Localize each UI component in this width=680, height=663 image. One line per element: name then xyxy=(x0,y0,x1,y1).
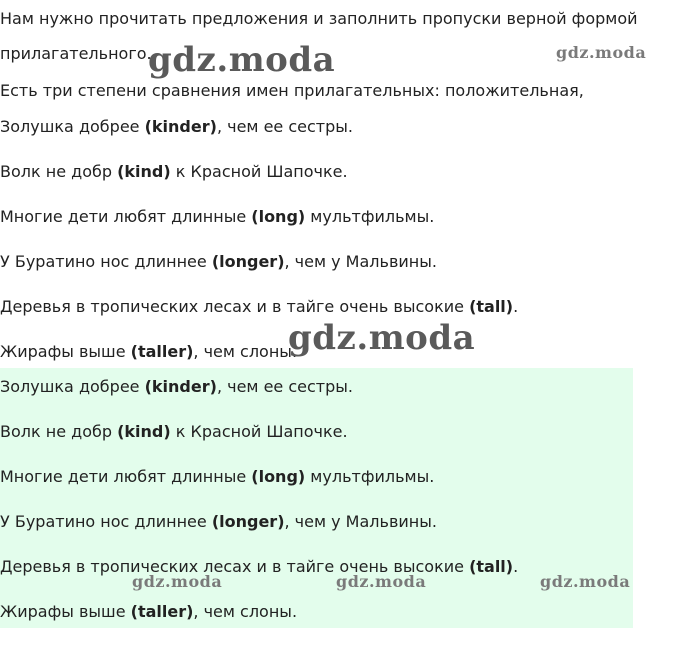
watermark-logo: gdz.moda xyxy=(148,40,336,80)
answer-5: Деревья в тропических лесах и в тайге очень высокие (tall). xyxy=(0,557,519,576)
answer-2-word: (kind) xyxy=(117,422,171,441)
intro-line-3: Есть три степени сравнения имен прилагательных: положительная, xyxy=(0,81,584,100)
answer-6: Жирафы выше (taller), чем слоны. xyxy=(0,602,298,621)
watermark-logo: gdz.moda xyxy=(336,572,427,591)
sentence-1: Золушка добрее (kinder), чем ее сестры. xyxy=(0,117,353,136)
sentence-4-answer: (longer) xyxy=(211,252,285,271)
answer-5-word: (tall) xyxy=(469,557,514,576)
sentence-5-answer: (tall) xyxy=(469,297,514,316)
sentence-2-answer: (kind) xyxy=(117,162,171,181)
answer-6-word: (taller) xyxy=(130,602,194,621)
watermark-logo: gdz.moda xyxy=(556,43,647,62)
sentence-4: У Буратино нос длиннее (longer), чем у Мальвины. xyxy=(0,252,437,271)
sentence-5: Деревья в тропических лесах и в тайге очень высокие (tall). xyxy=(0,297,519,316)
answer-1-word: (kinder) xyxy=(144,377,217,396)
answer-block xyxy=(0,368,633,628)
watermark-logo: gdz.moda xyxy=(540,572,631,591)
answer-3-word: (long) xyxy=(251,467,306,486)
intro-line-2: прилагательного. xyxy=(0,44,152,63)
answer-2: Волк не добр (kind) к Красной Шапочке. xyxy=(0,422,348,441)
watermark-logo: gdz.moda xyxy=(132,572,223,591)
sentence-2: Волк не добр (kind) к Красной Шапочке. xyxy=(0,162,348,181)
sentence-3: Многие дети любят длинные (long) мультфильмы. xyxy=(0,207,435,226)
sentence-6: Жирафы выше (taller), чем слоны. xyxy=(0,342,298,361)
sentence-3-answer: (long) xyxy=(251,207,306,226)
watermark-logo: gdz.moda xyxy=(288,318,476,358)
answer-1: Золушка добрее (kinder), чем ее сестры. xyxy=(0,377,353,396)
answer-4-word: (longer) xyxy=(211,512,285,531)
intro-line-1: Нам нужно прочитать предложения и заполнить пропуски верной формой xyxy=(0,9,638,28)
sentence-6-answer: (taller) xyxy=(130,342,194,361)
answer-4: У Буратино нос длиннее (longer), чем у Мальвины. xyxy=(0,512,437,531)
sentence-1-answer: (kinder) xyxy=(144,117,217,136)
answer-3: Многие дети любят длинные (long) мультфильмы. xyxy=(0,467,435,486)
